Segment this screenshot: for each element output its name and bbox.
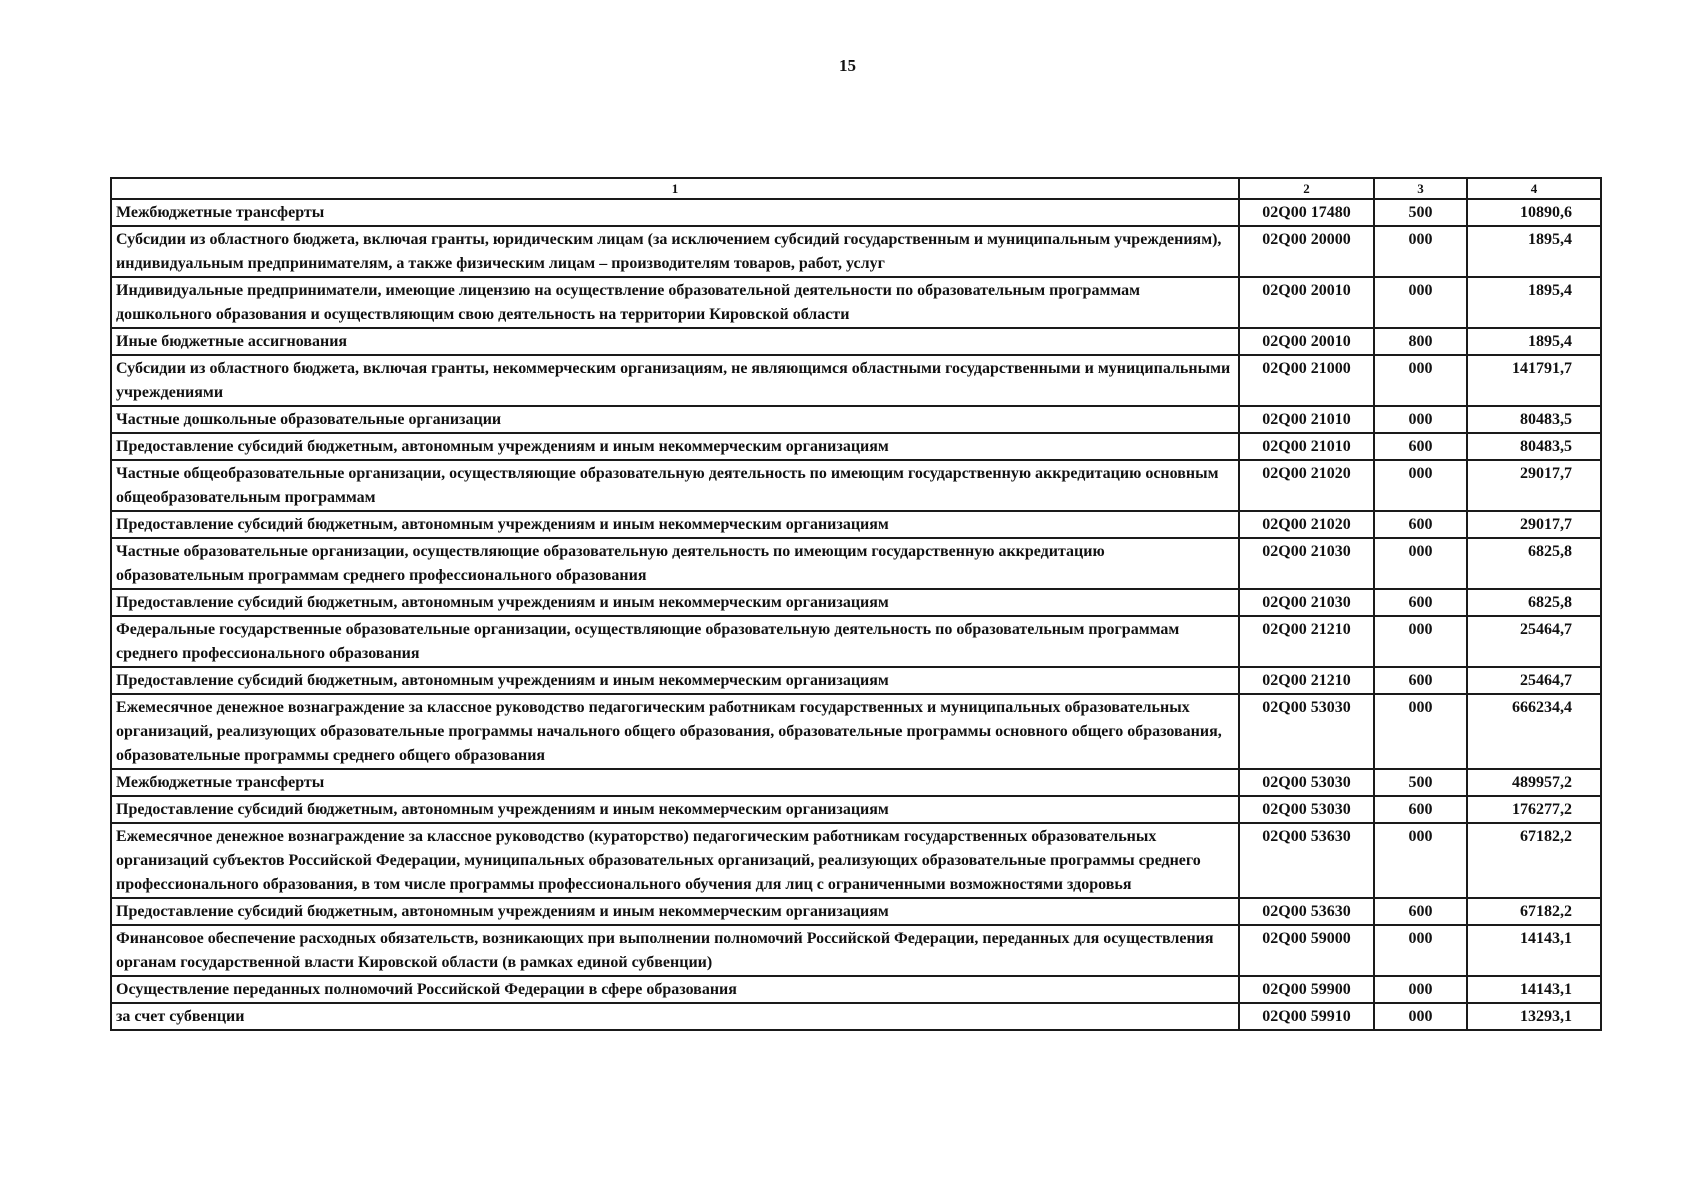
row-sum-cell: 141791,7 [1467,355,1601,406]
row-sum-cell: 666234,4 [1467,694,1601,769]
row-name-cell: Частные образовательные организации, осуществляющие образовательную деятельность по имеющим государственную аккредитацию образовательным программам среднего профессионального образования [111,538,1239,589]
table-row [111,355,1601,406]
row-name-cell: Предоставление субсидий бюджетным, автономным учреждениям и иным некоммерческим организациям [111,433,1239,460]
table-row [111,589,1601,616]
header-col-2: 2 [1239,178,1374,199]
row-type-cell: 600 [1374,511,1467,538]
page-number: 15 [839,56,856,75]
row-sum-cell: 10890,6 [1467,199,1601,226]
table-row [111,199,1601,226]
row-sum-cell: 67182,2 [1467,898,1601,925]
row-sum-cell: 1895,4 [1467,328,1601,355]
row-name-cell: за счет субвенции [111,1003,1239,1030]
row-name-cell: Федеральные государственные образовательные организации, осуществляющие образовательную деятельность по образовательным программам среднего профессионального образования [111,616,1239,667]
row-name-cell: Частные общеобразовательные организации, осуществляющие образовательную деятельность по имеющим государственную аккредитацию основным общеобразовательным программам [111,460,1239,511]
table-body [111,199,1601,1030]
row-code-cell: 02Q00 21010 [1239,406,1374,433]
row-type-cell: 000 [1374,694,1467,769]
row-sum-cell: 14143,1 [1467,925,1601,976]
table-row [111,538,1601,589]
row-code-cell: 02Q00 53030 [1239,769,1374,796]
table-row [111,925,1601,976]
table-row [111,406,1601,433]
row-type-cell: 600 [1374,796,1467,823]
row-name-cell: Предоставление субсидий бюджетным, автономным учреждениям и иным некоммерческим организациям [111,898,1239,925]
row-code-cell: 02Q00 53030 [1239,694,1374,769]
row-code-cell: 02Q00 21210 [1239,616,1374,667]
row-sum-cell: 6825,8 [1467,589,1601,616]
row-code-cell: 02Q00 59910 [1239,1003,1374,1030]
row-type-cell: 000 [1374,976,1467,1003]
table-header [111,178,1601,199]
row-type-cell: 000 [1374,355,1467,406]
table-row [111,277,1601,328]
row-type-cell: 600 [1374,433,1467,460]
row-name-cell: Субсидии из областного бюджета, включая гранты, некоммерческим организациям, не являющимся областными государственными и муниципальными учреждениями [111,355,1239,406]
table-row [111,694,1601,769]
row-name-cell: Предоставление субсидий бюджетным, автономным учреждениям и иным некоммерческим организациям [111,796,1239,823]
table-row [111,769,1601,796]
table-row [111,898,1601,925]
row-sum-cell: 25464,7 [1467,616,1601,667]
table-row [111,1003,1601,1030]
row-name-cell: Межбюджетные трансферты [111,199,1239,226]
table-row [111,460,1601,511]
row-code-cell: 02Q00 21000 [1239,355,1374,406]
row-sum-cell: 489957,2 [1467,769,1601,796]
table-row [111,796,1601,823]
table-row [111,976,1601,1003]
row-type-cell: 800 [1374,328,1467,355]
row-name-cell: Индивидуальные предприниматели, имеющие лицензию на осуществление образовательной деятельности по образовательным программам дошкольного образования и осуществляющим свою деятельность на территории Кировской области [111,277,1239,328]
table-row [111,433,1601,460]
table-row [111,616,1601,667]
row-code-cell: 02Q00 21030 [1239,589,1374,616]
table-row [111,328,1601,355]
row-type-cell: 000 [1374,616,1467,667]
row-code-cell: 02Q00 21020 [1239,511,1374,538]
table-row [111,226,1601,277]
budget-table-container [110,177,1600,1031]
row-name-cell: Финансовое обеспечение расходных обязательств, возникающих при выполнении полномочий Российской Федерации, переданных для осуществления органам государственной власти Кировской области (в рамках единой субвенции) [111,925,1239,976]
row-sum-cell: 29017,7 [1467,460,1601,511]
row-code-cell: 02Q00 53630 [1239,898,1374,925]
row-type-cell: 600 [1374,898,1467,925]
row-code-cell: 02Q00 21010 [1239,433,1374,460]
table-row [111,667,1601,694]
row-name-cell: Осуществление переданных полномочий Российской Федерации в сфере образования [111,976,1239,1003]
row-name-cell: Ежемесячное денежное вознаграждение за классное руководство (кураторство) педагогическим работникам государственных образовательных организаций субъектов Российской Федерации, муниципальных образовательных организаций, реализующих образовательные программы среднего профессионального образования, в том числе программы профессионального обучения для лиц с ограниченными возможностями здоровья [111,823,1239,898]
row-sum-cell: 14143,1 [1467,976,1601,1003]
row-code-cell: 02Q00 20010 [1239,328,1374,355]
row-code-cell: 02Q00 53630 [1239,823,1374,898]
row-code-cell: 02Q00 20010 [1239,277,1374,328]
table-row [111,511,1601,538]
row-type-cell: 000 [1374,277,1467,328]
header-col-1: 1 [111,178,1239,199]
row-code-cell: 02Q00 21030 [1239,538,1374,589]
row-sum-cell: 80483,5 [1467,433,1601,460]
budget-table [110,177,1602,1031]
row-sum-cell: 6825,8 [1467,538,1601,589]
row-name-cell: Предоставление субсидий бюджетным, автономным учреждениям и иным некоммерческим организациям [111,511,1239,538]
row-name-cell: Межбюджетные трансферты [111,769,1239,796]
row-name-cell: Иные бюджетные ассигнования [111,328,1239,355]
row-type-cell: 000 [1374,823,1467,898]
row-sum-cell: 1895,4 [1467,277,1601,328]
row-type-cell: 000 [1374,406,1467,433]
row-type-cell: 000 [1374,1003,1467,1030]
row-code-cell: 02Q00 21020 [1239,460,1374,511]
row-name-cell: Ежемесячное денежное вознаграждение за классное руководство педагогическим работникам государственных и муниципальных образовательных организаций, реализующих образовательные программы начального общего образования, образовательные программы основного общего образования, образовательные программы среднего общего образования [111,694,1239,769]
row-name-cell: Частные дошкольные образовательные организации [111,406,1239,433]
table-row [111,823,1601,898]
row-sum-cell: 1895,4 [1467,226,1601,277]
row-code-cell: 02Q00 21210 [1239,667,1374,694]
row-type-cell: 000 [1374,925,1467,976]
row-name-cell: Субсидии из областного бюджета, включая гранты, юридическим лицам (за исключением субсидий государственным и муниципальным учреждениям), индивидуальным предпринимателям, а также физическим лицам – производителям товаров, работ, услуг [111,226,1239,277]
row-sum-cell: 13293,1 [1467,1003,1601,1030]
row-type-cell: 000 [1374,226,1467,277]
row-type-cell: 600 [1374,667,1467,694]
row-name-cell: Предоставление субсидий бюджетным, автономным учреждениям и иным некоммерческим организациям [111,667,1239,694]
row-sum-cell: 29017,7 [1467,511,1601,538]
row-code-cell: 02Q00 59900 [1239,976,1374,1003]
row-code-cell: 02Q00 53030 [1239,796,1374,823]
header-row [111,178,1601,199]
row-type-cell: 500 [1374,769,1467,796]
row-sum-cell: 176277,2 [1467,796,1601,823]
header-col-3: 3 [1374,178,1467,199]
row-type-cell: 000 [1374,460,1467,511]
row-type-cell: 600 [1374,589,1467,616]
row-type-cell: 500 [1374,199,1467,226]
row-code-cell: 02Q00 20000 [1239,226,1374,277]
row-sum-cell: 25464,7 [1467,667,1601,694]
row-name-cell: Предоставление субсидий бюджетным, автономным учреждениям и иным некоммерческим организациям [111,589,1239,616]
row-sum-cell: 67182,2 [1467,823,1601,898]
row-sum-cell: 80483,5 [1467,406,1601,433]
header-col-4: 4 [1467,178,1601,199]
row-code-cell: 02Q00 59000 [1239,925,1374,976]
row-type-cell: 000 [1374,538,1467,589]
row-code-cell: 02Q00 17480 [1239,199,1374,226]
